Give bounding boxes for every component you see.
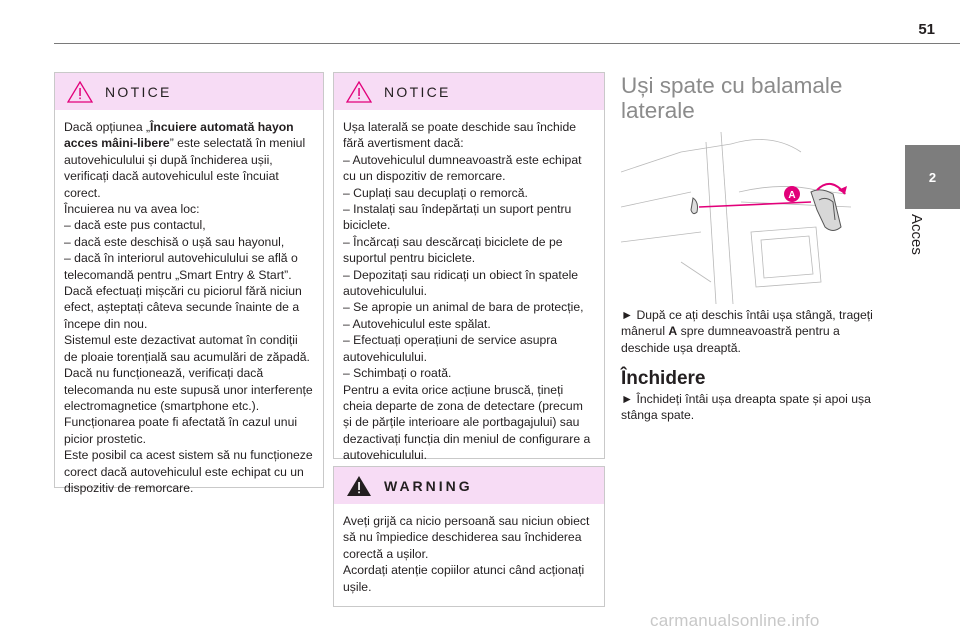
open-text-end: spre dumneavoastră pentru a deschide ușa dreaptă. xyxy=(621,324,840,355)
warning-line: Aveți grijă ca nicio persoană sau niciun obiect să nu împiedice deschiderea sau închiderea corectă a ușilor. xyxy=(343,514,590,561)
caution-triangle-icon xyxy=(67,81,93,103)
notice-line: – Depozitați sau ridicați un obiect în spatele autovehiculului. xyxy=(343,267,579,299)
notice-body xyxy=(334,110,604,464)
close-instruction: ► Închideți întâi ușa dreapta spate și apoi ușa stânga spate. xyxy=(621,392,871,423)
open-instruction xyxy=(621,307,883,356)
notice-header xyxy=(334,73,604,110)
page-number: 51 xyxy=(918,21,935,38)
warning-header xyxy=(334,467,604,504)
notice-line: Dacă nu funcționează, verificați dacă telecomanda nu este supusă unor interferențe electromagnetice (smartphone etc.). xyxy=(64,366,313,413)
notice-line: Încuierea nu va avea loc: xyxy=(64,202,200,217)
open-text: ► După ce ați deschis întâi ușa stângă, trageți mânerul xyxy=(621,308,873,339)
warning-box xyxy=(333,466,605,607)
notice-line: – Cuplați sau decuplați o remorcă. xyxy=(343,185,528,200)
notice-title: NOTICE xyxy=(384,84,451,100)
figure-label-a: A xyxy=(788,190,796,201)
notice-line: – Se apropie un animal de bara de protecție, xyxy=(343,300,584,315)
notice-line: – dacă este pus contactul, xyxy=(64,218,206,233)
notice-line: – Autovehiculul este spălat. xyxy=(343,316,491,331)
notice-line: – Efectuați operațiuni de service asupra autovehiculului. xyxy=(343,333,558,364)
notice-line: – dacă în interiorul autovehiculului se află o telecomandă pentru „Smart Entry & Start”. xyxy=(64,251,298,282)
notice-line: Sistemul este dezactivat automat în condiții de ploaie torențială sau acumulări de zăpadă. xyxy=(64,333,310,364)
chapter-tab[interactable]: 2 xyxy=(905,145,960,209)
handle-label: A xyxy=(668,324,678,339)
header-rule xyxy=(54,43,960,44)
warning-body xyxy=(334,504,604,595)
notice-line: Este posibil ca acest sistem să nu funcționeze corect dacă autovehiculul este echipat cu un dispozitiv de remorcare. xyxy=(64,448,313,495)
warning-triangle-icon xyxy=(346,475,372,497)
section-title: Uși spate cu balamale laterale xyxy=(621,73,843,123)
notice-box-1 xyxy=(54,72,324,495)
warning-line: Acordați atenție copiilor atunci când acționați ușile. xyxy=(343,563,585,594)
notice-paragraph: Dacă opțiunea „Încuiere automată hayon acces mâini-libere” este selectată în meniul autovehiculului și după închiderea ușii, verificați dacă autovehiculul este încuiat corect. xyxy=(64,120,306,200)
notice-line: – dacă este deschisă o ușă sau hayonul, xyxy=(64,234,285,249)
notice-body xyxy=(55,110,323,496)
notice-line: Funcționarea poate fi afectată în cazul unui picior prostetic. xyxy=(64,415,298,446)
notice-line: – Instalați sau îndepărtați un suport pentru biciclete. xyxy=(343,202,572,233)
warning-title: WARNING xyxy=(384,478,473,494)
notice-title: NOTICE xyxy=(105,84,172,100)
notice-line: – Autovehiculul dumneavoastră este echipat cu un dispozitiv de remorcare. xyxy=(343,152,582,184)
caution-triangle-icon xyxy=(346,81,372,103)
close-subheading: Închidere xyxy=(621,368,706,389)
notice-line: Ușa laterală se poate deschide sau închide fără avertisment dacă: xyxy=(343,120,577,151)
notice-header xyxy=(55,73,323,110)
notice-line: Pentru a evita orice acțiune bruscă, țineți cheia departe de zona de detectare (precum și de părțile interioare ale portbagajului) sau dezactivați funcția din meniul de configurare a autovehiculului. xyxy=(343,382,591,463)
notice-line: – Încărcați sau descărcați biciclete de pe suportul pentru biciclete. xyxy=(343,234,563,266)
notice-box-2 xyxy=(333,72,605,463)
bold-phrase: Încuiere automată hayon acces mâini-libere xyxy=(64,120,294,151)
door-handle-illustration xyxy=(621,132,856,304)
notice-line: Dacă efectuați mișcări cu piciorul fără niciun efect, așteptați câteva secunde înainte de a începe din nou. xyxy=(64,284,302,331)
watermark: carmanualsonline.info xyxy=(650,611,820,630)
chapter-label: Acces xyxy=(908,214,925,255)
notice-line: – Schimbați o roată. xyxy=(343,366,452,381)
